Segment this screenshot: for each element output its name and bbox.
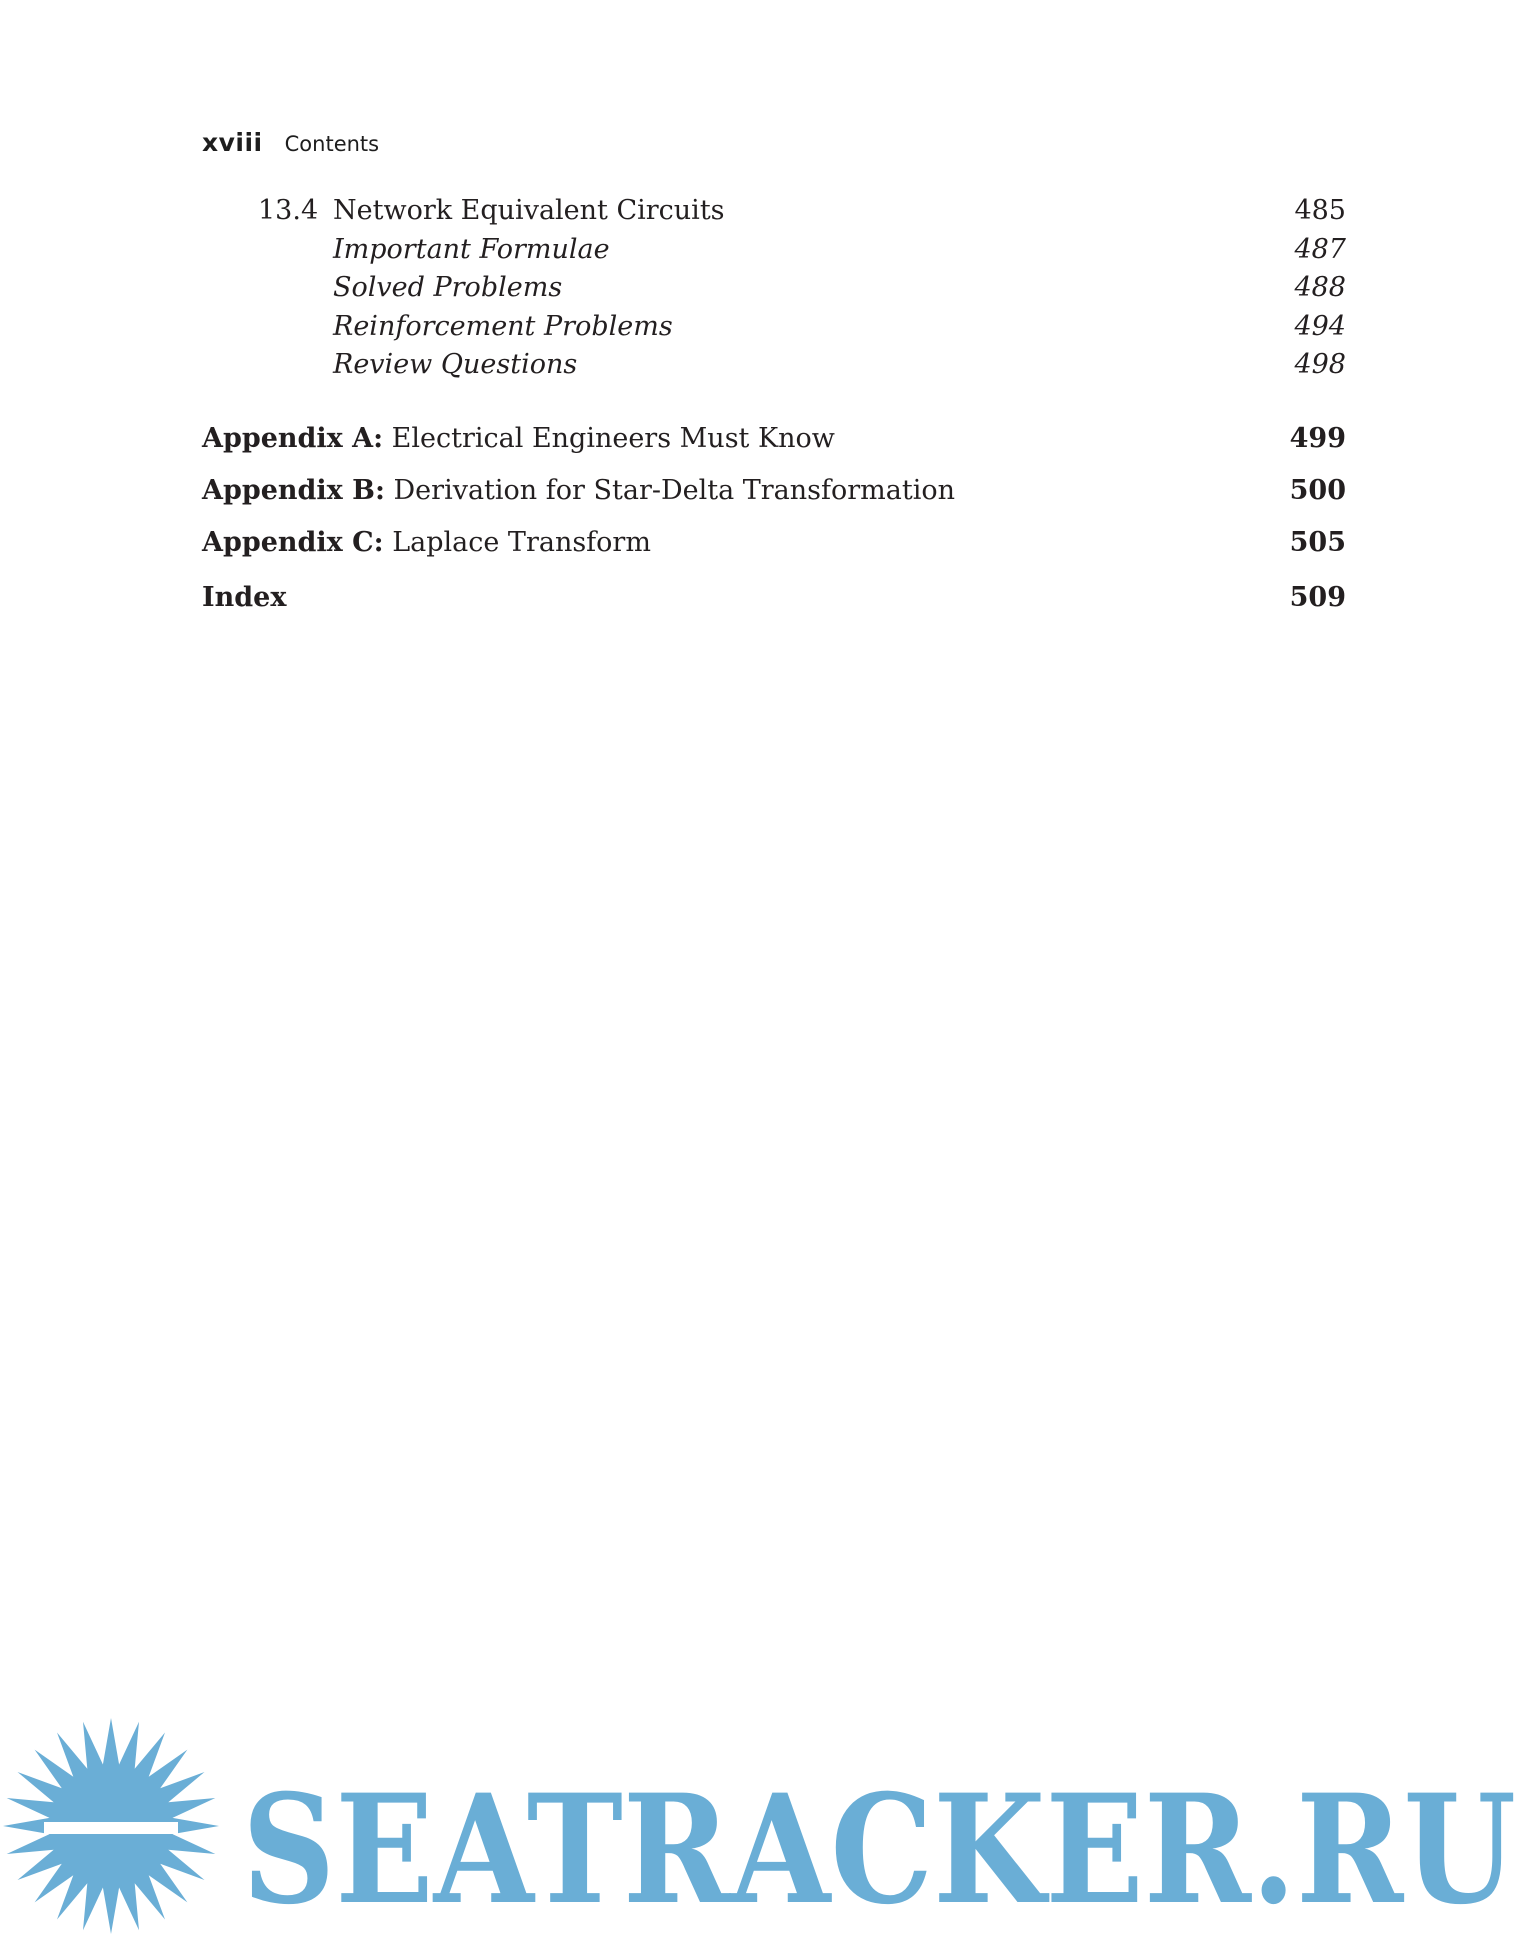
subentry-page: 488 (1294, 272, 1346, 303)
section-page: 485 (1294, 195, 1346, 226)
subentry-page: 494 (1294, 310, 1346, 342)
appendix-page: 500 (1289, 474, 1346, 506)
toc-subentry[interactable] (202, 346, 1346, 385)
sunburst-icon (3, 1718, 219, 1934)
subentry-title: Important Formulae (333, 233, 610, 265)
subentry-title: Reinforcement Problems (333, 310, 673, 342)
section-number: 13.4 (258, 195, 319, 226)
index-page: 509 (1289, 581, 1346, 613)
watermark-text: SEATRACKER.RU (242, 1762, 1516, 1934)
appendix-title: Laplace Transform (392, 526, 651, 558)
appendix-page: 505 (1289, 526, 1346, 558)
index-label: Index (202, 581, 287, 613)
toc-subentry[interactable] (202, 231, 1346, 270)
toc-entry-section[interactable] (202, 192, 1346, 231)
appendix-label: Appendix A: (202, 422, 384, 454)
toc-subentry[interactable] (202, 269, 1346, 308)
section-title: Network Equivalent Circuits (333, 195, 725, 226)
toc-index[interactable] (202, 575, 1346, 627)
subentry-title: Solved Problems (333, 272, 563, 303)
toc-subentry[interactable] (202, 308, 1346, 347)
watermark-logo (0, 1708, 1534, 1934)
toc-appendix-c[interactable] (202, 520, 1346, 572)
subentry-page: 498 (1294, 349, 1346, 380)
appendix-page: 499 (1289, 422, 1346, 454)
toc-appendix-b[interactable] (202, 468, 1346, 520)
appendix-title: Electrical Engineers Must Know (391, 422, 835, 454)
running-head-section: Contents (284, 132, 380, 156)
page-folio: xviii (202, 128, 263, 157)
toc-appendix-a[interactable] (202, 416, 1346, 468)
appendix-title: Derivation for Star-Delta Transformation (393, 474, 956, 506)
appendix-label: Appendix B: (202, 474, 385, 506)
running-head (202, 128, 379, 157)
appendix-label: Appendix C: (202, 526, 384, 558)
subentry-page: 487 (1294, 233, 1346, 265)
toc-list (202, 192, 1346, 627)
subentry-title: Review Questions (333, 349, 578, 380)
